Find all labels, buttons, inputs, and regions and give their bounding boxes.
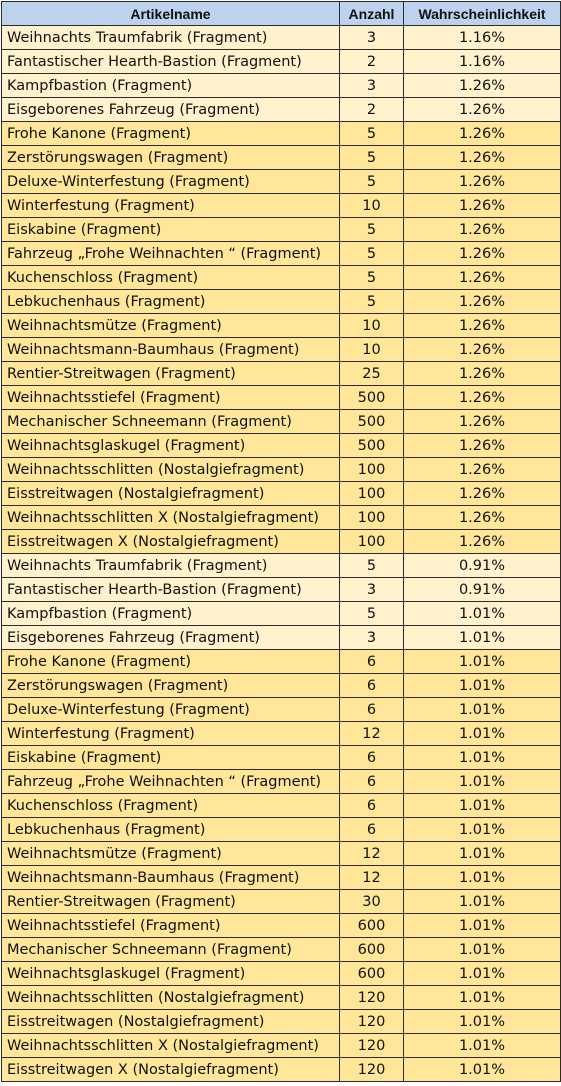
item-name-cell: Rentier-Streitwagen (Fragment): [2, 362, 340, 386]
quantity-cell: 5: [340, 266, 404, 290]
probability-cell: 1.01%: [404, 770, 561, 794]
probability-cell: 1.26%: [404, 146, 561, 170]
probability-cell: 1.26%: [404, 122, 561, 146]
item-name-cell: Fantastischer Hearth-Bastion (Fragment): [2, 50, 340, 74]
quantity-cell: 3: [340, 578, 404, 602]
table-row: [2, 26, 561, 50]
probability-cell: 1.26%: [404, 98, 561, 122]
probability-cell: 1.26%: [404, 194, 561, 218]
table-row: [2, 1034, 561, 1058]
table-row: [2, 530, 561, 554]
item-name-cell: Deluxe-Winterfestung (Fragment): [2, 698, 340, 722]
table-row: [2, 434, 561, 458]
table-row: [2, 506, 561, 530]
table-row: [2, 1010, 561, 1034]
probability-cell: 1.16%: [404, 26, 561, 50]
quantity-cell: 600: [340, 914, 404, 938]
probability-cell: 1.01%: [404, 674, 561, 698]
table-row: [2, 410, 561, 434]
probability-cell: 1.26%: [404, 290, 561, 314]
table-row: [2, 122, 561, 146]
probability-cell: 1.26%: [404, 218, 561, 242]
item-name-cell: Lebkuchenhaus (Fragment): [2, 290, 340, 314]
quantity-cell: 5: [340, 602, 404, 626]
probability-cell: 1.01%: [404, 722, 561, 746]
quantity-cell: 10: [340, 338, 404, 362]
table-row: [2, 650, 561, 674]
item-name-cell: Weihnachtsstiefel (Fragment): [2, 386, 340, 410]
quantity-cell: 500: [340, 386, 404, 410]
item-name-cell: Eisgeborenes Fahrzeug (Fragment): [2, 626, 340, 650]
quantity-cell: 30: [340, 890, 404, 914]
item-name-cell: Weihnachtsschlitten (Nostalgiefragment): [2, 458, 340, 482]
table-row: [2, 722, 561, 746]
item-name-cell: Eisstreitwagen (Nostalgiefragment): [2, 482, 340, 506]
table-row: [2, 674, 561, 698]
table-row: [2, 818, 561, 842]
probability-cell: 0.91%: [404, 578, 561, 602]
probability-cell: 1.26%: [404, 266, 561, 290]
item-name-cell: Kampfbastion (Fragment): [2, 74, 340, 98]
quantity-cell: 3: [340, 626, 404, 650]
quantity-cell: 6: [340, 794, 404, 818]
table-row: [2, 962, 561, 986]
item-name-cell: Weihnachtsmann-Baumhaus (Fragment): [2, 866, 340, 890]
item-name-cell: Weihnachts Traumfabrik (Fragment): [2, 554, 340, 578]
probability-cell: 1.26%: [404, 530, 561, 554]
item-name-cell: Weihnachtsglaskugel (Fragment): [2, 434, 340, 458]
item-name-cell: Weihnachtsschlitten X (Nostalgiefragment): [2, 506, 340, 530]
table-row: [2, 938, 561, 962]
probability-cell: 1.01%: [404, 962, 561, 986]
probability-cell: 1.01%: [404, 602, 561, 626]
item-name-cell: Winterfestung (Fragment): [2, 194, 340, 218]
table-row: [2, 626, 561, 650]
probability-cell: 1.26%: [404, 434, 561, 458]
header-probability: Wahrscheinlichkeit: [404, 2, 561, 26]
table-row: [2, 914, 561, 938]
table-row: [2, 986, 561, 1010]
quantity-cell: 5: [340, 146, 404, 170]
probability-cell: 1.26%: [404, 506, 561, 530]
table-row: [2, 578, 561, 602]
probability-cell: 1.01%: [404, 698, 561, 722]
probability-cell: 1.26%: [404, 458, 561, 482]
probability-cell: 1.01%: [404, 890, 561, 914]
table-row: [2, 842, 561, 866]
quantity-cell: 12: [340, 722, 404, 746]
probability-cell: 1.26%: [404, 482, 561, 506]
quantity-cell: 100: [340, 506, 404, 530]
probability-cell: 1.01%: [404, 650, 561, 674]
item-name-cell: Lebkuchenhaus (Fragment): [2, 818, 340, 842]
probability-cell: 1.16%: [404, 50, 561, 74]
item-name-cell: Winterfestung (Fragment): [2, 722, 340, 746]
table-row: [2, 314, 561, 338]
item-name-cell: Eiskabine (Fragment): [2, 746, 340, 770]
table-row: [2, 362, 561, 386]
probability-cell: 1.01%: [404, 794, 561, 818]
quantity-cell: 100: [340, 458, 404, 482]
item-name-cell: Rentier-Streitwagen (Fragment): [2, 890, 340, 914]
quantity-cell: 120: [340, 1034, 404, 1058]
quantity-cell: 5: [340, 242, 404, 266]
table-row: [2, 50, 561, 74]
table-row: [2, 746, 561, 770]
probability-cell: 1.01%: [404, 1010, 561, 1034]
probability-cell: 1.26%: [404, 314, 561, 338]
probability-cell: 1.26%: [404, 410, 561, 434]
quantity-cell: 5: [340, 170, 404, 194]
table-row: [2, 74, 561, 98]
quantity-cell: 120: [340, 1010, 404, 1034]
item-name-cell: Fahrzeug „Frohe Weihnachten “ (Fragment): [2, 770, 340, 794]
quantity-cell: 25: [340, 362, 404, 386]
item-name-cell: Zerstörungswagen (Fragment): [2, 146, 340, 170]
probability-cell: 1.26%: [404, 74, 561, 98]
quantity-cell: 120: [340, 986, 404, 1010]
quantity-cell: 5: [340, 122, 404, 146]
quantity-cell: 6: [340, 650, 404, 674]
quantity-cell: 3: [340, 26, 404, 50]
item-name-cell: Eisstreitwagen X (Nostalgiefragment): [2, 1058, 340, 1082]
table-row: [2, 1058, 561, 1082]
table-body: [2, 26, 561, 1082]
header-quantity: Anzahl: [340, 2, 404, 26]
quantity-cell: 100: [340, 482, 404, 506]
table-row: [2, 482, 561, 506]
table-row: [2, 698, 561, 722]
probability-cell: 1.01%: [404, 746, 561, 770]
quantity-cell: 12: [340, 842, 404, 866]
probability-cell: 1.01%: [404, 866, 561, 890]
probability-cell: 1.01%: [404, 842, 561, 866]
probability-cell: 1.01%: [404, 1058, 561, 1082]
item-name-cell: Frohe Kanone (Fragment): [2, 122, 340, 146]
probability-cell: 1.01%: [404, 626, 561, 650]
item-name-cell: Weihnachtsmütze (Fragment): [2, 842, 340, 866]
probability-cell: 1.01%: [404, 818, 561, 842]
probability-cell: 1.26%: [404, 170, 561, 194]
probability-cell: 1.01%: [404, 914, 561, 938]
table-row: [2, 458, 561, 482]
probability-cell: 1.26%: [404, 338, 561, 362]
item-name-cell: Frohe Kanone (Fragment): [2, 650, 340, 674]
probability-cell: 1.01%: [404, 1034, 561, 1058]
quantity-cell: 500: [340, 410, 404, 434]
table-row: [2, 890, 561, 914]
table-row: [2, 290, 561, 314]
item-name-cell: Weihnachtsstiefel (Fragment): [2, 914, 340, 938]
table-row: [2, 266, 561, 290]
quantity-cell: 6: [340, 698, 404, 722]
table-row: [2, 770, 561, 794]
item-name-cell: Eisgeborenes Fahrzeug (Fragment): [2, 98, 340, 122]
probability-cell: 1.01%: [404, 938, 561, 962]
item-name-cell: Kampfbastion (Fragment): [2, 602, 340, 626]
quantity-cell: 600: [340, 962, 404, 986]
item-name-cell: Eiskabine (Fragment): [2, 218, 340, 242]
table-row: [2, 866, 561, 890]
table-row: [2, 242, 561, 266]
item-name-cell: Weihnachtsschlitten (Nostalgiefragment): [2, 986, 340, 1010]
table-row: [2, 146, 561, 170]
quantity-cell: 2: [340, 98, 404, 122]
probability-cell: 1.26%: [404, 386, 561, 410]
quantity-cell: 6: [340, 746, 404, 770]
item-probability-table: [1, 1, 561, 1082]
table-row: [2, 386, 561, 410]
item-name-cell: Weihnachts Traumfabrik (Fragment): [2, 26, 340, 50]
quantity-cell: 12: [340, 866, 404, 890]
table-row: [2, 98, 561, 122]
quantity-cell: 6: [340, 674, 404, 698]
probability-cell: 1.01%: [404, 986, 561, 1010]
table-row: [2, 338, 561, 362]
header-row: [2, 2, 561, 26]
table-row: [2, 218, 561, 242]
item-name-cell: Fahrzeug „Frohe Weihnachten “ (Fragment): [2, 242, 340, 266]
item-name-cell: Weihnachtsmütze (Fragment): [2, 314, 340, 338]
quantity-cell: 10: [340, 194, 404, 218]
table-row: [2, 194, 561, 218]
quantity-cell: 600: [340, 938, 404, 962]
probability-cell: 1.26%: [404, 362, 561, 386]
probability-cell: 1.26%: [404, 242, 561, 266]
table-row: [2, 794, 561, 818]
quantity-cell: 120: [340, 1058, 404, 1082]
item-name-cell: Fantastischer Hearth-Bastion (Fragment): [2, 578, 340, 602]
item-name-cell: Kuchenschloss (Fragment): [2, 794, 340, 818]
item-name-cell: Mechanischer Schneemann (Fragment): [2, 410, 340, 434]
item-name-cell: Zerstörungswagen (Fragment): [2, 674, 340, 698]
item-name-cell: Eisstreitwagen X (Nostalgiefragment): [2, 530, 340, 554]
quantity-cell: 5: [340, 290, 404, 314]
quantity-cell: 10: [340, 314, 404, 338]
header-item-name: Artikelname: [2, 2, 340, 26]
quantity-cell: 500: [340, 434, 404, 458]
table-row: [2, 170, 561, 194]
quantity-cell: 5: [340, 218, 404, 242]
item-name-cell: Deluxe-Winterfestung (Fragment): [2, 170, 340, 194]
item-name-cell: Weihnachtsmann-Baumhaus (Fragment): [2, 338, 340, 362]
probability-cell: 0.91%: [404, 554, 561, 578]
item-name-cell: Eisstreitwagen (Nostalgiefragment): [2, 1010, 340, 1034]
quantity-cell: 100: [340, 530, 404, 554]
item-name-cell: Mechanischer Schneemann (Fragment): [2, 938, 340, 962]
table-row: [2, 602, 561, 626]
item-name-cell: Kuchenschloss (Fragment): [2, 266, 340, 290]
quantity-cell: 6: [340, 770, 404, 794]
item-name-cell: Weihnachtsschlitten X (Nostalgiefragment): [2, 1034, 340, 1058]
item-name-cell: Weihnachtsglaskugel (Fragment): [2, 962, 340, 986]
quantity-cell: 6: [340, 818, 404, 842]
quantity-cell: 5: [340, 554, 404, 578]
quantity-cell: 2: [340, 50, 404, 74]
quantity-cell: 3: [340, 74, 404, 98]
table-row: [2, 554, 561, 578]
